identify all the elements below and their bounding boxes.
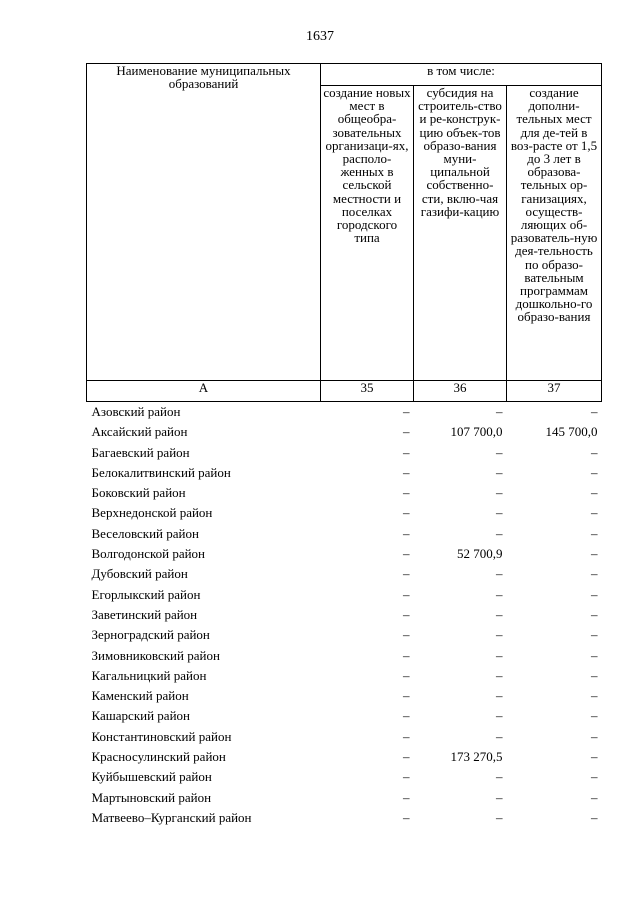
table-row — [87, 402, 602, 423]
table-row — [87, 625, 602, 645]
municipality-name: Мартыновский район — [91, 789, 212, 805]
table-body — [87, 402, 602, 829]
value-col-36: – — [496, 809, 503, 825]
value-col-37: – — [591, 606, 598, 622]
municipality-name: Зимовниковский район — [91, 647, 220, 663]
value-col-36: 52 700,9 — [457, 546, 503, 562]
value-col-37: – — [591, 769, 598, 785]
table-row — [87, 503, 602, 523]
value-col-36: – — [496, 525, 503, 541]
subsidy-table — [86, 63, 602, 828]
value-col-36: – — [496, 404, 503, 419]
column-number-37: 37 — [507, 381, 602, 402]
value-col-36: – — [496, 566, 503, 582]
value-col-36: – — [496, 789, 503, 805]
value-col-37: – — [591, 485, 598, 501]
column-number-36: 36 — [414, 381, 507, 402]
value-col-37: – — [591, 789, 598, 805]
table-row — [87, 706, 602, 726]
municipality-name: Багаевский район — [91, 444, 190, 460]
value-col-36: 107 700,0 — [450, 424, 503, 440]
value-col-35: – — [403, 546, 410, 562]
value-col-35: – — [403, 525, 410, 541]
value-col-35: – — [403, 606, 410, 622]
value-col-35: – — [403, 769, 410, 785]
value-col-35: – — [403, 728, 410, 744]
municipality-name: Верхнедонской район — [91, 505, 213, 521]
value-col-35: – — [403, 708, 410, 724]
value-col-37: – — [591, 464, 598, 480]
value-col-36: – — [496, 627, 503, 643]
municipality-name: Дубовский район — [91, 566, 188, 582]
value-col-37: – — [591, 708, 598, 724]
municipality-name: Зерноградский район — [91, 627, 210, 643]
column-37-header: создание дополни-тельных мест для де-тей в воз-расте от 1,5 до 3 лет в образова-тельных ор-ганизациях, осуществ-ляющих об-разователь-ную дея-тельность по образо-вательным программам дошкольно-го образо-вания — [507, 86, 602, 381]
value-col-37: – — [591, 546, 598, 562]
value-col-35: – — [403, 627, 410, 643]
table-row — [87, 544, 602, 564]
municipality-name: Константиновский район — [91, 728, 232, 744]
table-row — [87, 788, 602, 808]
value-col-36: – — [496, 444, 503, 460]
value-col-36: – — [496, 505, 503, 521]
municipality-name: Куйбышевский район — [91, 769, 212, 785]
column-36-header: субсидия на строитель-ство и ре-конструк-цию объек-тов образо-вания муни-ципальной собственно-сти, вклю-чая газифи-кацию — [414, 86, 507, 381]
municipality-name: Заветинский район — [91, 606, 198, 622]
municipality-column-header: Наименование муниципальных образований — [87, 64, 321, 381]
municipality-name: Егорлыкский район — [91, 586, 201, 602]
municipality-name: Кагальницкий район — [91, 667, 207, 683]
municipality-name: Веселовский район — [91, 525, 199, 541]
value-col-35: – — [403, 688, 410, 704]
value-col-35: – — [403, 444, 410, 460]
value-col-37: – — [591, 809, 598, 825]
value-col-35: – — [403, 464, 410, 480]
value-col-36: – — [496, 485, 503, 501]
municipality-name: Кашарский район — [91, 708, 190, 724]
value-col-37: – — [591, 525, 598, 541]
value-col-35: – — [403, 485, 410, 501]
value-col-37: – — [591, 667, 598, 683]
value-col-37: – — [591, 749, 598, 765]
value-col-35: – — [403, 789, 410, 805]
value-col-36: – — [496, 708, 503, 724]
table-row — [87, 564, 602, 584]
table-row — [87, 646, 602, 666]
table-row — [87, 483, 602, 503]
value-col-35: – — [403, 809, 410, 825]
value-col-36: – — [496, 606, 503, 622]
value-col-37: – — [591, 505, 598, 521]
value-col-37: 145 700,0 — [545, 424, 598, 440]
table-row — [87, 443, 602, 463]
value-col-35: – — [403, 424, 410, 440]
value-col-37: – — [591, 566, 598, 582]
table-row — [87, 686, 602, 706]
column-number-a: А — [87, 381, 321, 402]
value-col-37: – — [591, 404, 598, 419]
value-col-35: – — [403, 749, 410, 765]
column-number-35: 35 — [321, 381, 414, 402]
table-row — [87, 666, 602, 686]
municipality-name: Волгодонской район — [91, 546, 206, 562]
value-col-35: – — [403, 505, 410, 521]
value-col-37: – — [591, 627, 598, 643]
municipality-name: Аксайский район — [91, 424, 188, 440]
value-col-35: – — [403, 667, 410, 683]
value-col-35: – — [403, 404, 410, 419]
value-col-37: – — [591, 444, 598, 460]
municipality-name: Красносулинский район — [91, 749, 226, 765]
value-col-37: – — [591, 728, 598, 744]
municipality-name: Боковский район — [91, 485, 186, 501]
table-row — [87, 585, 602, 605]
municipality-name: Каменский район — [91, 688, 189, 704]
value-col-36: – — [496, 688, 503, 704]
page-number: 1637 — [306, 29, 334, 44]
value-col-35: – — [403, 647, 410, 663]
value-col-37: – — [591, 688, 598, 704]
table-row — [87, 747, 602, 767]
municipality-name: Азовский район — [91, 404, 181, 419]
table-row — [87, 727, 602, 747]
table-row — [87, 463, 602, 483]
municipality-name: Матвеево–Курганский район — [91, 809, 252, 825]
table-row — [87, 605, 602, 625]
table-row — [87, 422, 602, 442]
including-group-header: в том числе: — [321, 64, 602, 86]
value-col-36: – — [496, 728, 503, 744]
value-col-35: – — [403, 566, 410, 582]
table-row — [87, 524, 602, 544]
table-row — [87, 808, 602, 828]
municipality-name: Белокалитвинский район — [91, 464, 231, 480]
value-col-35: – — [403, 586, 410, 602]
value-col-36: – — [496, 667, 503, 683]
value-col-36: – — [496, 464, 503, 480]
value-col-36: – — [496, 647, 503, 663]
value-col-37: – — [591, 586, 598, 602]
table-row — [87, 767, 602, 787]
value-col-36: – — [496, 769, 503, 785]
value-col-36: – — [496, 586, 503, 602]
column-35-header: создание новых мест в общеобра-зовательных организаци-ях, располо-женных в сельской местности и поселках городского типа — [321, 86, 414, 381]
value-col-37: – — [591, 647, 598, 663]
value-col-36: 173 270,5 — [450, 749, 503, 765]
